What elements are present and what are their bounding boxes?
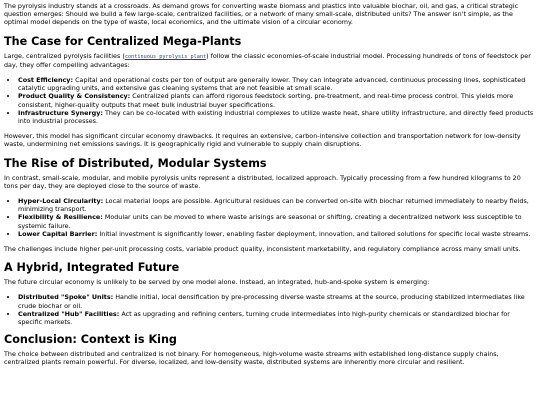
conclusion-paragraph: The choice between distributed and centralized is not binary. For homogeneous, high-volume waste streams with established long-distance supply chains, centralized plants remain powerful. For diverse, localized, and low-density waste, distributed systems are inherently more circular and resilient. [4, 350, 499, 367]
list-item: • Hyper-Local Circularity: Local material loops are possible. Agricultural residues can be converted on-site with biochar returned immediately to nearby fields, minimizing transport. [18, 197, 536, 213]
intro-paragraph: The pyrolysis industry stands at a crossroads. As demand grows for converting waste biomass and plastics into valuable biochar, oil, and gas, a critical strategic question emerges: Should we build a few large-scale, centralized facilities, or a network of many small-scale, distributed units? The answer isn't simple, as the optimal model depends on the type of waste, local economics, and the ultimate vision of a circular economy. [4, 2, 519, 27]
list-item: • Centralized "Hub" Facilities: Act as upgrading and refining centers, turning crude intermediates into high-purity chemicals or standardized biochar for specific markets. [18, 310, 536, 326]
list-item: • Infrastructure Synergy: They can be co-located with existing industrial complexes to utilize waste heat, share utility infrastructure, and directly feed products into industrial processes. [18, 109, 536, 125]
centralized-lead: Large, centralized pyrolysis facilities (continuous pyrolysis plant) follow the classic economies-of-scale industrial model. Processing hundreds of tons of feedstock per day, they offer compelling advantages: [4, 51, 531, 69]
distributed-challenges: The challenges include higher per-unit processing costs, variable product quality, inconsistent marketability, and regulatory compliance across many small units. [4, 245, 521, 254]
section-title-centralized: The Case for Centralized Mega-Plants [4, 34, 242, 48]
list-item: • Product Quality & Consistency: Centralized plants can afford rigorous feedstock sorting, pre-treatment, and real-time process control. This yields more consistent, higher-quality outputs that meet bulk industrial buyer specifications. [18, 92, 536, 108]
distributed-list [4, 197, 536, 238]
list-item: • Cost Efficiency: Capital and operational costs per ton of output are generally lower. They can integrate advanced, continuous processing lines, sophisticated catalytic upgrading units, and extensive gas cleaning systems that are not feasible at small scale. [18, 76, 536, 92]
section-title-conclusion: Conclusion: Context is King [4, 333, 177, 347]
distributed-lead: In contrast, small-scale, modular, and mobile pyrolysis units represent a distributed, localized approach. Typically processing from a few hundred kilograms to 20 tons per day, they are deployed close to the source of waste. [4, 173, 521, 190]
continuous-pyrolysis-plant-link[interactable]: continuous pyrolysis plant [124, 53, 207, 60]
section-title-hybrid: A Hybrid, Integrated Future [4, 261, 180, 275]
list-item: • Distributed "Spoke" Units: Handle initial, local densification by pre-processing diverse waste streams at the source, producing stabilized intermediates like crude biochar or oil. [18, 293, 536, 309]
list-item: • Flexibility & Resilience: Modular units can be moved to where waste arisings are seasonal or shifting, creating a decentralized network less susceptible to systemic failure. [18, 213, 536, 229]
hybrid-list [4, 293, 536, 326]
section-title-distributed: The Rise of Distributed, Modular Systems [4, 156, 267, 170]
centralized-drawbacks: However, this model has significant circular economy drawbacks. It requires an extensive, carbon-intensive collection and transportation network for low-density waste, undermining net emissions savings. It is geographically rigid and vulnerable to supply chain disruptions. [4, 132, 521, 149]
hybrid-lead: The future circular economy is unlikely to be served by one model alone. Instead, an integrated, hub-and-spoke system is emerging: [4, 278, 430, 287]
centralized-list [4, 76, 536, 125]
list-item: • Lower Capital Barrier: Initial investment is significantly lower, enabling faster deployment, innovation, and tailored solutions for specific local waste streams. [18, 230, 536, 238]
